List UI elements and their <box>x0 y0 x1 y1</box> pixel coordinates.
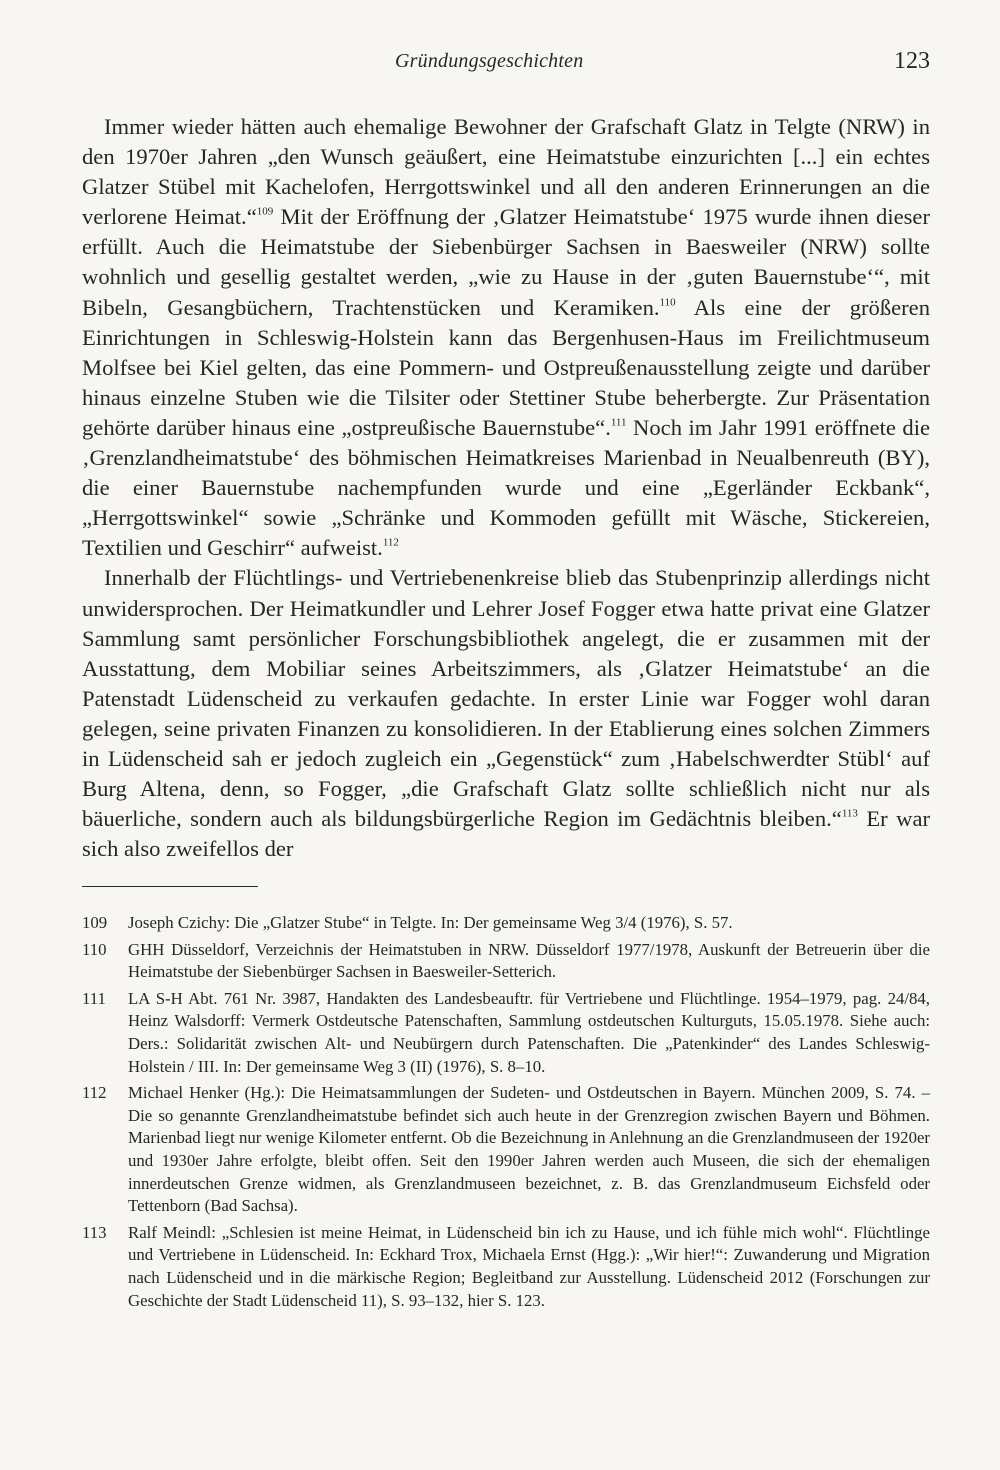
footnote-ref-112: 112 <box>382 536 399 549</box>
footnote-text: Michael Henker (Hg.): Die Heimatsammlungen der Sudeten- und Ostdeutschen in Bayern. München 2009, S. 74. – Die so genannte Grenzlandheimatstube befindet sich auch heute in der Grenzregion zwischen Bayern und Böhmen. Marienbad liegt nur wenige Kilometer entfernt. Ob die Bezeichnung in Anlehnung an die Grenzlandmuseen der 1920er und 1930er Jahre erfolgte, bleibt offen. Seit den 1990er Jahren werden auch Museen, die sich der ehemaligen innerdeutschen Grenze widmen, als Grenzlandmuseen bezeichnet, z. B. das Grenzlandmuseum Eichsfeld oder Tettenborn (Bad Sachsa). <box>128 1083 930 1216</box>
footnote-number: 112 <box>82 1083 107 1103</box>
footnote-number: 111 <box>82 988 106 1008</box>
running-head-title: Gründungsgeschichten <box>395 50 584 72</box>
text-segment: Mit der Eröffnung der ‚Glatzer Heimatstube‘ 1975 wurde ihnen dieser erfüllt. Auch die Heimatstube der Siebenbürger Sachsen in Baesweiler (NRW) sollte wohnlich und gesellig gestaltet werden, „wie zu Hause in der ‚guten Bauernstube‘“, mit Bibeln, Gesangbüchern, Trachtenstücken und Keramiken. <box>82 204 930 320</box>
footnote-number: 113 <box>82 1222 107 1242</box>
text-segment: Noch im Jahr 1991 eröffnete die ‚Grenzlandheimatstube‘ des böhmischen Heimatkreises Marienbad in Neualbenreuth (BY), die einer Bauernstube nachempfunden wurde und eine „Egerländer Eckbank“, „Herrgottswinkel“ sowie „Schränke und Kommoden gefüllt mit Wäsche, Stickereien, Textilien und Geschirr“ aufweist. <box>82 414 930 561</box>
footnote-number: 109 <box>82 913 108 932</box>
footnote-110 <box>82 939 930 984</box>
paragraph-1 <box>82 112 930 563</box>
running-head <box>82 50 930 84</box>
footnotes <box>82 912 930 1316</box>
footnote-ref-110: 110 <box>659 296 676 309</box>
footnote-109 <box>82 912 930 935</box>
footnote-separator <box>82 886 258 887</box>
text-segment: Er war sich also zweifellos der <box>82 806 930 862</box>
text-segment: Innerhalb der Flüchtlings- und Vertriebenenkreise blieb das Stubenprinzip allerdings nicht unwidersprochen. Der Heimatkundler und Lehrer Josef Fogger etwa hatte privat eine Glatzer Sammlung samt persönlicher Forschungsbibliothek angelegt, die er zusammen mit der Ausstattung, dem Mobiliar seines Arbeitszimmers, als ‚Glatzer Heimatstube‘ an die Patenstadt Lüdenscheid zu verkaufen gedachte. In erster Linie war Fogger wohl daran gelegen, seine privaten Finanzen zu konsolidieren. In der Etablierung eines solchen Zimmers in Lüdenscheid sah er jedoch zugleich ein „Gegenstück“ zum ‚Habelschwerdter Stübl‘ auf Burg Altena, denn, so Fogger, „die Grafschaft Glatz sollte schließlich nicht nur als bäuerliche, sondern auch als bildungsbürgerliche Region im Gedächtnis bleiben.“ <box>82 565 930 832</box>
text-segment: Immer wieder hätten auch ehemalige Bewohner der Grafschaft Glatz in Telgte (NRW) in den 1970er Jahren „den Wunsch geäußert, eine Heimatstube einzurichten [...] ein echtes Glatzer Stübel mit Kachelofen, Herrgottswinkel und all den anderen Erinnerungen an die verlorene Heimat.“ <box>82 114 930 230</box>
footnote-ref-109: 109 <box>256 205 274 218</box>
footnote-ref-113: 113 <box>841 807 858 820</box>
footnote-112 <box>82 1082 930 1218</box>
footnote-text: Joseph Czichy: Die „Glatzer Stube“ in Telgte. In: Der gemeinsame Weg 3/4 (1976), S. 57. <box>128 913 733 932</box>
footnote-text: LA S-H Abt. 761 Nr. 3987, Handakten des Landesbeauftr. für Vertriebene und Flüchtlinge. 1954–1979, pag. 24/84, Heinz Walsdorff: Vermerk Ostdeutsche Patenschaften, Sammlung ostdeutschen Kulturguts, 15.05.1978. Siehe auch: Ders.: Solidarität zwischen Alt- und Neubürgern durch Patenschaften. Die „Patenkinder“ des Landes Schleswig-Holstein / III. In: Der gemeinsame Weg 3 (II) (1976), S. 8–10. <box>128 988 930 1076</box>
footnote-number: 110 <box>82 939 107 959</box>
page-number: 123 <box>894 48 930 74</box>
text-segment: Als eine der größeren Einrichtungen in Schleswig-Holstein kann das Bergenhusen-Haus im Freilichtmuseum Molfsee bei Kiel gelten, das eine Pommern- und Ostpreußenausstellung zeigte und darüber hinaus einzelne Stuben wie die Tilsiter oder Stettiner Stube beherbergte. Zur Präsentation gehörte darüber hinaus eine „ostpreußische Bauernstube“. <box>82 294 930 440</box>
footnote-111 <box>82 988 930 1078</box>
paragraph-2 <box>82 563 930 864</box>
main-text <box>82 112 930 864</box>
footnote-113 <box>82 1222 930 1312</box>
footnote-text: GHH Düsseldorf, Verzeichnis der Heimatstuben in NRW. Düsseldorf 1977/1978, Auskunft der Betreuerin über die Heimatstube der Siebenbürger Sachsen in Baesweiler-Setterich. <box>128 939 930 982</box>
footnote-text: Ralf Meindl: „Schlesien ist meine Heimat, in Lüdenscheid bin ich zu Hause, und ich fühle mich wohl“. Flüchtlinge und Vertriebene in Lüdenscheid. In: Eckhard Trox, Michaela Ernst (Hgg.): „Wir hier!“: Zuwanderung und Migration nach Lüdenscheid und in die märkische Region; Begleitband zur Ausstellung. Lüdenscheid 2012 (Forschungen zur Geschichte der Stadt Lüdenscheid 11), S. 93–132, hier S. 123. <box>128 1222 930 1310</box>
footnote-ref-111: 111 <box>610 416 627 429</box>
